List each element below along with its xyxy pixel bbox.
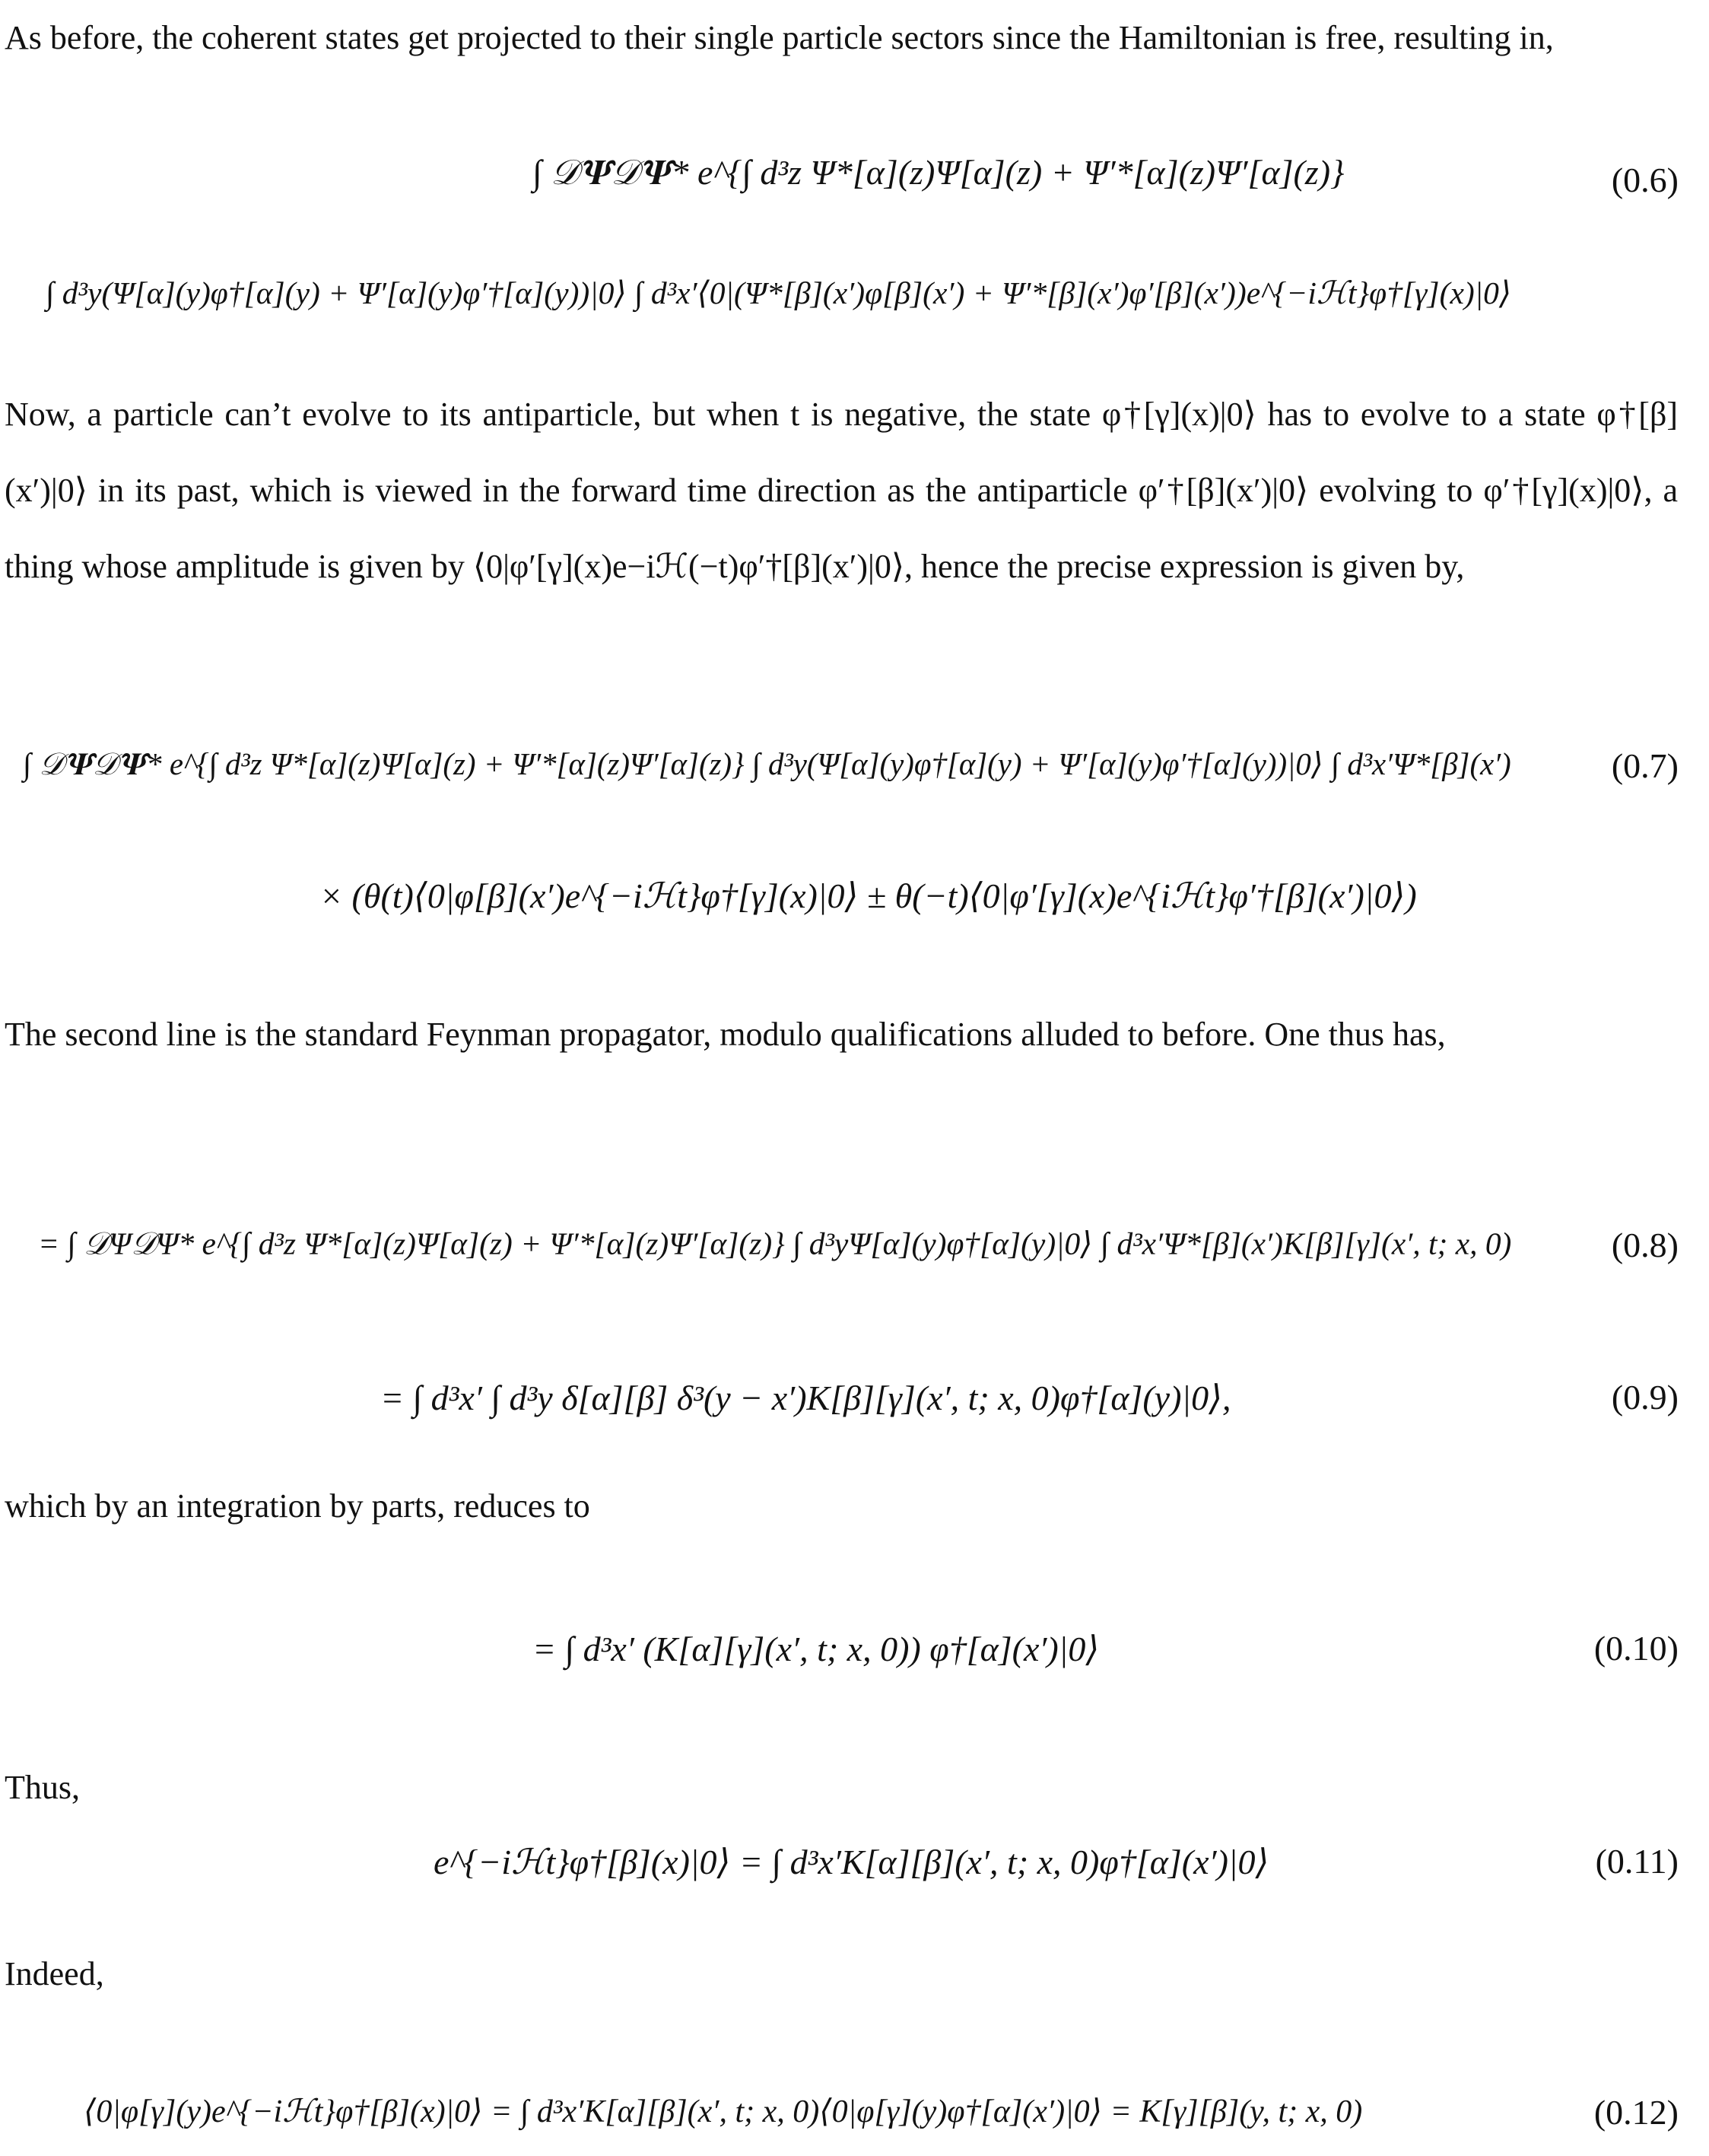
equation-0-11-line-1: e^{−iℋt}φ†[β](x)|0⟩ = ∫ d³x′K[α][β](x′, t; x, 0)φ†[α](x′)|0⟩	[434, 1843, 1269, 1881]
paragraph-feynman: The second line is the standard Feynman propagator, modulo qualifications alluded to before. One thus has,	[5, 1016, 1446, 1053]
equation-number: (0.12)	[1593, 2093, 1679, 2132]
paragraph-intro: As before, the coherent states get projected to their single particle sectors since the Hamiltonian is free, resulting in,	[5, 19, 1554, 56]
equation-number: (0.11)	[1595, 1842, 1679, 1881]
equation-0-7-line-2: × (θ(t)⟨0|φ[β](x′)e^{−iℋt}φ†[γ](x)|0⟩ ± θ(−t)⟨0|φ′[γ](x)e^{iℋt}φ′†[β](x′)|0⟩)	[319, 876, 1417, 915]
paragraph-indeed: Indeed,	[5, 1955, 104, 1992]
equation-0-12-line-1: ⟨0|φ[γ](y)e^{−iℋt}φ†[β](x)|0⟩ = ∫ d³x′K[α][β](x′, t; x, 0)⟨0|φ[γ](y)φ†[α](x′)|0⟩ = K[γ][β](y, t; x, 0)	[84, 2094, 1363, 2129]
equation-0-12	[0, 2092, 1709, 2153]
equation-0-6-line-1: ∫ 𝒟𝚿𝒟𝚿* e^{∫ d³z Ψ*[α](z)Ψ[α](z) + Ψ′*[α](z)Ψ′[α](z)}	[532, 153, 1345, 192]
equation-0-10	[0, 1628, 1709, 1689]
paragraph-thus: Thus,	[5, 1769, 80, 1806]
equation-number: (0.10)	[1593, 1629, 1679, 1668]
equation-number: (0.9)	[1611, 1378, 1679, 1417]
equation-0-6	[0, 145, 1709, 327]
equation-number: (0.8)	[1611, 1226, 1679, 1264]
equation-0-11	[0, 1841, 1709, 1902]
equation-0-10-line-1: = ∫ d³x′ (K[α][γ](x′, t; x, 0)) φ†[α](x′)|0⟩	[532, 1630, 1100, 1668]
equation-0-8	[0, 1225, 1709, 1286]
equation-0-8-line-1: = ∫ 𝒟Ψ𝒟Ψ* e^{∫ d³z Ψ*[α](z)Ψ[α](z) + Ψ′*[α](z)Ψ′[α](z)} ∫ d³yΨ[α](y)φ†[α](y)|0⟩ ∫ d³x′Ψ*[β](x′)K[β][γ](x′, t; x, 0)	[38, 1226, 1512, 1262]
equation-0-7	[0, 746, 1709, 951]
equation-number: (0.6)	[1611, 161, 1679, 199]
equation-0-6-line-2: ∫ d³y(Ψ[α](y)φ†[α](y) + Ψ′[α](y)φ′†[α](y))|0⟩ ∫ d³x′⟨0|(Ψ*[β](x′)φ[β](x′) + Ψ′*[β](x′)φ′[β](x′))e^{−iℋt}φ†[γ](x)|0⟩	[46, 275, 1512, 310]
paragraph-integration-by-parts: which by an integration by parts, reduces to	[5, 1487, 590, 1525]
equation-0-7-line-1: ∫ 𝒟𝚿𝒟𝚿* e^{∫ d³z Ψ*[α](z)Ψ[α](z) + Ψ′*[α](z)Ψ′[α](z)} ∫ d³y(Ψ[α](y)φ†[α](y) + Ψ′[α](y)φ′†[α](y))|0⟩ ∫ d³x′Ψ*[β](x′)	[23, 747, 1511, 782]
equation-0-9	[0, 1377, 1709, 1438]
equation-number: (0.7)	[1611, 746, 1679, 785]
equation-0-9-line-1: = ∫ d³x′ ∫ d³y δ[α][β] δ³(y − x′)K[β][γ](x′, t; x, 0)φ†[α](y)|0⟩,	[380, 1379, 1231, 1417]
paragraph-antiparticle: Now, a particle can’t evolve to its antiparticle, but when t is negative, the state φ†[γ](x)|0⟩ has to evolve to a state φ†[β](x′)|0⟩ in its past, which is viewed in the forward time direction as the antiparticle φ′†[β](x′)|0⟩ evolving to φ′†[γ](x)|0⟩, a thing whose amplitude is given by ⟨0|φ′[γ](x)e−iℋ(−t)φ′†[β](x′)|0⟩, hence the precise expression is given by,	[5, 396, 1678, 585]
